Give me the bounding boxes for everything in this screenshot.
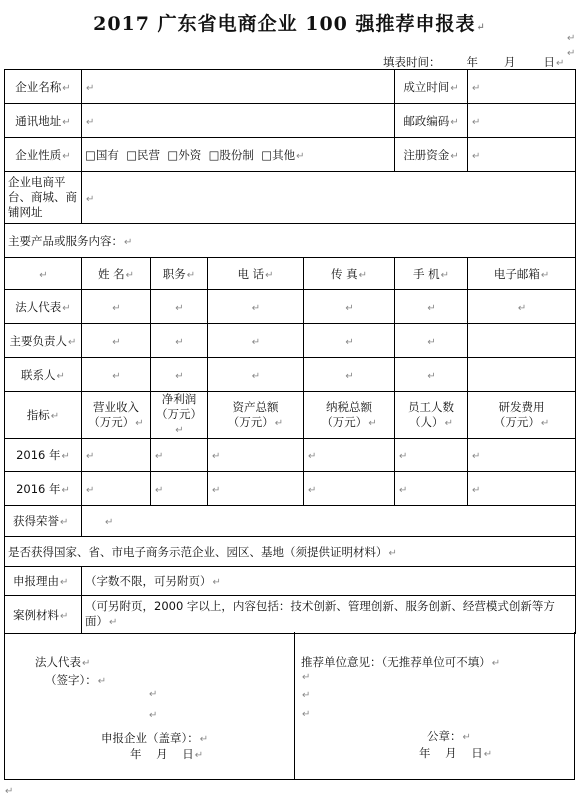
header-mobile: 手 机↵ — [395, 258, 468, 290]
indicator-cell[interactable]: ↵ — [304, 439, 395, 472]
paragraph-mark: ↵ — [302, 690, 311, 701]
page-title: 2017 广东省电商企业 100 强推荐申报表↵ — [93, 13, 486, 35]
checkbox-foreign[interactable]: □外资 — [167, 147, 202, 162]
contact-cell[interactable]: ↵ — [151, 324, 208, 358]
indicator-cell[interactable]: ↵ — [208, 472, 304, 506]
contact-row-label: 法人代表↵ — [5, 290, 82, 324]
honors-field[interactable]: ↵ — [82, 506, 576, 537]
products-field[interactable]: 主要产品或服务内容：↵ — [5, 224, 576, 258]
checkbox-joint-stock[interactable]: □股份制 — [208, 147, 254, 162]
honors-label: 获得荣誉↵ — [5, 506, 82, 537]
legal-rep-label: 法人代表↵ — [35, 655, 91, 669]
day-label: 日 — [543, 55, 555, 69]
case-row — [5, 596, 576, 634]
platform-field[interactable]: ↵ — [82, 172, 576, 224]
contact-cell[interactable]: ↵ — [395, 358, 468, 392]
header-email: 电子邮箱↵ — [468, 258, 576, 290]
indicator-cell[interactable]: ↵ — [82, 472, 151, 506]
contact-cell[interactable]: ↵ — [208, 324, 304, 358]
platform-label: 企业电商平台、商城、商铺网址 — [5, 172, 82, 224]
established-label: 成立时间↵ — [395, 70, 468, 104]
indicators-label: 指标↵ — [5, 392, 82, 439]
reason-field[interactable]: （字数不限，可另附页）↵ — [82, 567, 576, 596]
applicant-date[interactable]: 年 月 日↵ — [130, 747, 204, 761]
indicator-cell[interactable]: ↵ — [82, 439, 151, 472]
checkbox-other[interactable]: □其他 — [261, 147, 296, 162]
platform-row — [5, 172, 576, 224]
contact-cell[interactable]: ↵ — [304, 324, 395, 358]
year-label: 年 — [466, 55, 478, 69]
indicator-employees: 员工人数 （人）↵ — [395, 392, 468, 439]
indicator-cell[interactable]: ↵ — [208, 439, 304, 472]
capital-label: 注册资金↵ — [395, 138, 468, 172]
signature-label[interactable]: （签字）：↵ — [45, 673, 107, 687]
established-field[interactable]: ↵ — [468, 70, 576, 104]
section-divider — [294, 632, 295, 779]
indicator-rd-cost: 研发费用 （万元）↵ — [468, 392, 576, 439]
indicator-total-assets: 资产总额 （万元）↵ — [208, 392, 304, 439]
address-row — [5, 104, 576, 138]
capital-field[interactable]: ↵ — [468, 138, 576, 172]
contact-row-contact — [5, 358, 576, 392]
contact-row-legal — [5, 290, 576, 324]
contact-row-principal — [5, 324, 576, 358]
indicator-net-profit: 净利润 （万元）↵ — [151, 392, 208, 439]
company-name-row — [5, 70, 576, 104]
indicator-total-tax: 纳税总额 （万元）↵ — [304, 392, 395, 439]
nature-options: □国有 □民营 □外资 □股份制 □其他↵ — [82, 138, 395, 172]
contact-cell[interactable]: ↵ — [395, 290, 468, 324]
header-phone: 电 话↵ — [208, 258, 304, 290]
contact-cell[interactable]: ↵ — [395, 324, 468, 358]
paragraph-mark: ↵ — [567, 33, 576, 44]
contact-cell[interactable]: ↵ — [208, 290, 304, 324]
fill-date-line: 填表时间： 年 月 日↵ — [383, 55, 565, 69]
paragraph-mark: ↵ — [5, 786, 14, 797]
contact-cell[interactable]: ↵ — [151, 290, 208, 324]
company-name-field[interactable]: ↵ — [82, 70, 395, 104]
indicator-revenue: 营业收入 （万元）↵ — [82, 392, 151, 439]
nature-label: 企业性质↵ — [5, 138, 82, 172]
company-name-label: 企业名称↵ — [5, 70, 82, 104]
year-label: 2016 年↵ — [5, 439, 82, 472]
indicator-cell[interactable]: ↵ — [151, 472, 208, 506]
indicator-cell[interactable]: ↵ — [304, 472, 395, 506]
contact-row-label: 主要负责人↵ — [5, 324, 82, 358]
recommend-label: 推荐单位意见：（无推荐单位可不填）↵ — [301, 655, 501, 669]
postcode-field[interactable]: ↵ — [468, 104, 576, 138]
contact-cell[interactable]: ↵ — [468, 290, 576, 324]
seal-label[interactable]: 公章：↵ — [427, 729, 471, 743]
indicator-year-row — [5, 439, 576, 472]
case-field[interactable]: （可另附页，2000 字以上，内容包括：技术创新、管理创新、服务创新、经营模式创新等方面）↵ — [82, 596, 576, 634]
demo-question-row — [5, 537, 576, 567]
indicator-cell[interactable]: ↵ — [468, 472, 576, 506]
indicators-header-row — [5, 392, 576, 439]
checkbox-state-owned[interactable]: □国有 — [85, 147, 119, 162]
month-label: 月 — [504, 55, 516, 69]
indicator-year-row — [5, 472, 576, 506]
paragraph-mark: ↵ — [567, 48, 576, 59]
contact-cell[interactable]: ↵ — [151, 358, 208, 392]
checkbox-private[interactable]: □民营 — [126, 147, 161, 162]
indicator-cell[interactable]: ↵ — [468, 439, 576, 472]
signature-section — [4, 632, 575, 780]
address-label: 通讯地址↵ — [5, 104, 82, 138]
reason-label: 申报理由↵ — [5, 567, 82, 596]
case-label: 案例材料↵ — [5, 596, 82, 634]
fill-date-label: 填表时间： — [383, 55, 441, 69]
contact-cell[interactable]: ↵ — [82, 358, 151, 392]
contact-cell[interactable]: ↵ — [304, 358, 395, 392]
application-form-table — [4, 69, 576, 634]
paragraph-mark: ↵ — [302, 709, 311, 720]
contact-cell[interactable]: ↵ — [82, 324, 151, 358]
contacts-header-row — [5, 258, 576, 290]
contact-row-label: 联系人↵ — [5, 358, 82, 392]
honors-row — [5, 506, 576, 537]
header-name: 姓 名↵ — [82, 258, 151, 290]
header-position: 职务↵ — [151, 258, 208, 290]
paragraph-mark: ↵ — [302, 672, 311, 683]
nature-row — [5, 138, 576, 172]
address-field[interactable]: ↵ — [82, 104, 395, 138]
postcode-label: 邮政编码↵ — [395, 104, 468, 138]
indicator-cell[interactable]: ↵ — [151, 439, 208, 472]
paragraph-mark: ↵ — [149, 689, 158, 700]
year-label: 2016 年↵ — [5, 472, 82, 506]
reason-row — [5, 567, 576, 596]
contact-cell[interactable] — [468, 358, 576, 392]
paragraph-mark: ↵ — [149, 710, 158, 721]
contact-cell[interactable] — [468, 324, 576, 358]
contact-cell[interactable]: ↵ — [304, 290, 395, 324]
header-fax: 传 真↵ — [304, 258, 395, 290]
applicant-seal-label[interactable]: 申报企业（盖章）：↵ — [101, 731, 209, 745]
recommend-date[interactable]: 年 月 日↵ — [419, 746, 493, 760]
indicator-cell[interactable]: ↵ — [395, 439, 468, 472]
contact-cell[interactable]: ↵ — [208, 358, 304, 392]
indicator-cell[interactable]: ↵ — [395, 472, 468, 506]
contacts-header-empty: ↵ — [5, 258, 82, 290]
contact-cell[interactable]: ↵ — [82, 290, 151, 324]
demo-question[interactable]: 是否获得国家、省、市电子商务示范企业、园区、基地（须提供证明材料）↵ — [5, 537, 576, 567]
products-row — [5, 224, 576, 258]
